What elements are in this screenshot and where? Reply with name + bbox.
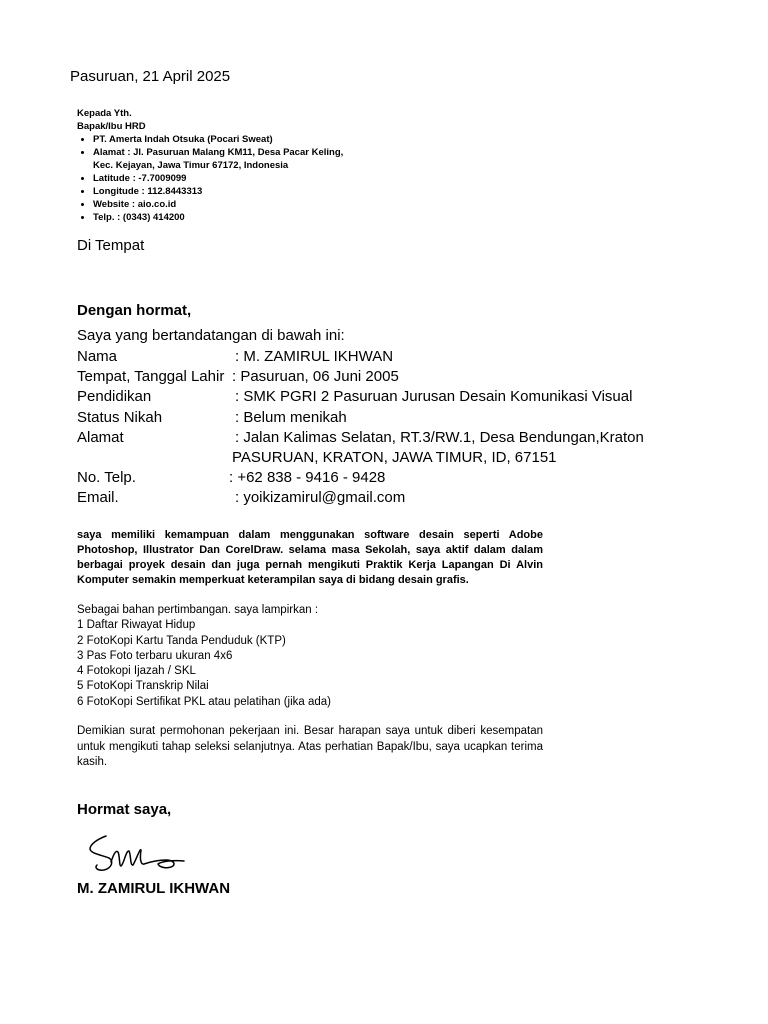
detail-value: : yoikizamirul@gmail.com bbox=[235, 489, 406, 506]
recipient-website: Website : aio.co.id bbox=[93, 199, 177, 210]
attachments-block bbox=[77, 603, 331, 710]
detail-label: Status Nikah bbox=[77, 409, 163, 426]
detail-label: Pendidikan bbox=[77, 388, 152, 405]
attachments-intro: Sebagai bahan pertimbangan. saya lampirkan : bbox=[77, 604, 319, 616]
detail-value: : +62 838 - 9416 - 9428 bbox=[229, 469, 386, 486]
signature-image bbox=[84, 830, 194, 880]
list-item bbox=[93, 146, 343, 172]
detail-value: : M. ZAMIRUL IKHWAN bbox=[235, 348, 394, 365]
recipient-longitude: Longitude : 112.8443313 bbox=[93, 186, 203, 197]
list-item bbox=[93, 185, 343, 198]
recipient-phone: Telp. : (0343) 414200 bbox=[93, 212, 185, 223]
recipient-latitude: Latitude : -7.7009099 bbox=[93, 173, 187, 184]
detail-label: Tempat, Tanggal Lahir bbox=[77, 368, 225, 385]
list-item bbox=[93, 198, 343, 211]
detail-value-cont: PASURUAN, KRATON, JAWA TIMUR, ID, 67151 bbox=[232, 449, 557, 466]
recipient-address: Alamat : Jl. Pasuruan Malang KM11, Desa Pacar Keling, bbox=[93, 147, 344, 158]
list-item: 2 FotoKopi Kartu Tanda Penduduk (KTP) bbox=[77, 634, 286, 647]
greeting: Dengan hormat, bbox=[77, 302, 192, 319]
signature-name: M. ZAMIRUL IKHWAN bbox=[77, 880, 231, 897]
closing-paragraph: Demikian surat permohonan pekerjaan ini. Besar harapan saya untuk diberi kesempatan untuk mengikuti tahap seleksi selanjutnya. Atas perhatian Bapak/Ibu, saya ucapkan terima kasih. bbox=[77, 725, 543, 768]
list-item: 4 Fotokopi Ijazah / SKL bbox=[77, 665, 196, 678]
list-item bbox=[93, 133, 343, 146]
recipient-line-2: Bapak/Ibu HRD bbox=[77, 121, 146, 132]
intro-line: Saya yang bertandatangan di bawah ini: bbox=[77, 327, 345, 344]
regards-line: Hormat saya, bbox=[77, 801, 172, 818]
detail-value: : SMK PGRI 2 Pasuruan Jurusan Desain Komunikasi Visual bbox=[235, 388, 633, 405]
recipient-line-1: Kepada Yth. bbox=[77, 108, 132, 119]
detail-label: Alamat bbox=[77, 429, 124, 446]
detail-label: Email. bbox=[77, 489, 119, 506]
detail-label: No. Telp. bbox=[77, 469, 136, 486]
letter-date: Pasuruan, 21 April 2025 bbox=[70, 68, 231, 85]
skills-paragraph: saya memiliki kemampuan dalam menggunakan software desain seperti Adobe Photoshop, Illustrator Dan CorelDraw. selama masa Sekolah, saya aktif dalam dalam berbagai proyek desain dan juga pernah mengikuti Praktik Kerja Lapangan Di Alvin Komputer semakin memperkuat keterampilan saya di bidang desain grafis. bbox=[77, 529, 543, 586]
detail-value: : Pasuruan, 06 Juni 2005 bbox=[232, 368, 399, 385]
recipient-block bbox=[77, 107, 343, 224]
list-item bbox=[93, 172, 343, 185]
detail-value: : Jalan Kalimas Selatan, RT.3/RW.1, Desa Bendungan,Kraton bbox=[235, 429, 644, 446]
list-item: 6 FotoKopi Sertifikat PKL atau pelatihan (jika ada) bbox=[77, 695, 331, 708]
list-item bbox=[93, 211, 343, 224]
place-line: Di Tempat bbox=[77, 237, 145, 254]
list-item: 5 FotoKopi Transkrip Nilai bbox=[77, 680, 209, 693]
list-item: 1 Daftar Riwayat Hidup bbox=[77, 619, 196, 632]
detail-value: : Belum menikah bbox=[235, 409, 347, 426]
recipient-list bbox=[77, 133, 343, 224]
recipient-address-cont: Kec. Kejayan, Jawa Timur 67172, Indonesia bbox=[93, 160, 289, 171]
list-item: 3 Pas Foto terbaru ukuran 4x6 bbox=[77, 649, 233, 662]
recipient-company: PT. Amerta Indah Otsuka (Pocari Sweat) bbox=[93, 134, 273, 145]
detail-label: Nama bbox=[77, 348, 118, 365]
